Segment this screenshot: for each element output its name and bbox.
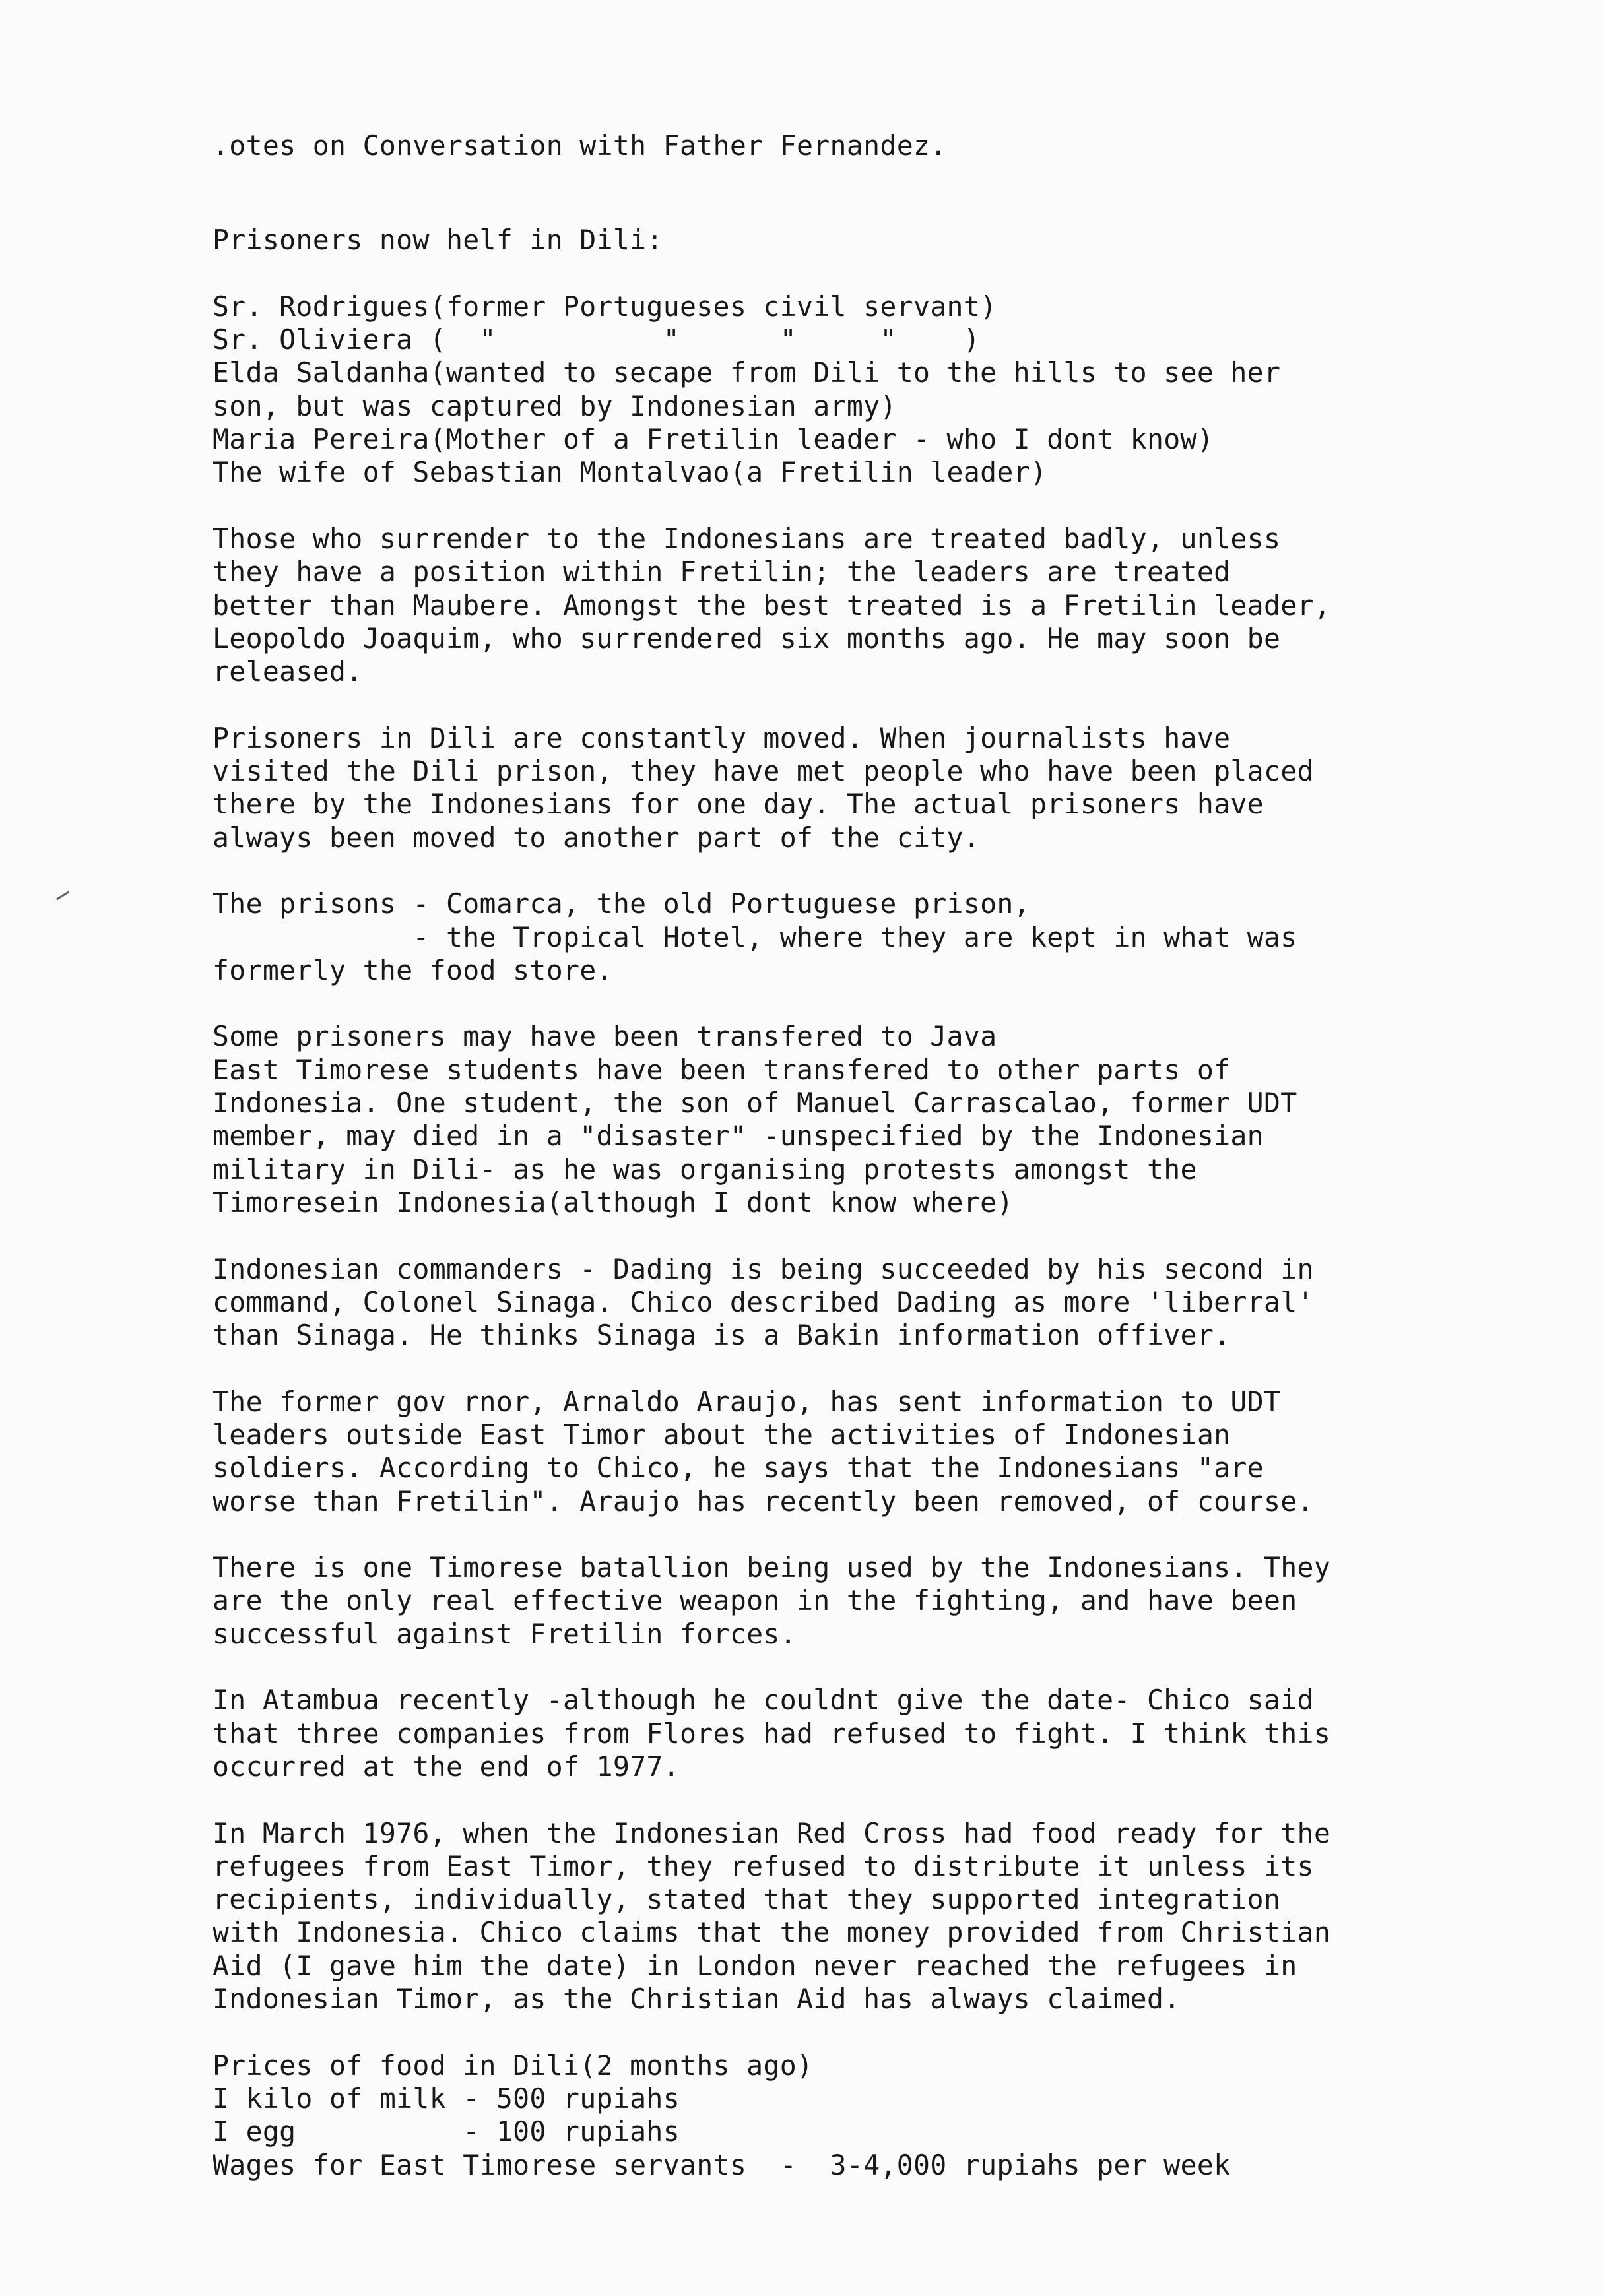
pen-mark (56, 891, 69, 900)
text-line: successful against Fretilin forces. (213, 1617, 797, 1650)
price-item: I egg - 100 rupiahs (213, 2115, 680, 2148)
list-item: The wife of Sebastian Montalvao(a Fretilin leader) (213, 456, 1047, 489)
text-line: are the only real effective weapon in the fighting, and have been (213, 1584, 1297, 1617)
paragraph-redcross (213, 1817, 1546, 2016)
text-line: The prisons - Comarca, the old Portuguese prison, (213, 887, 1030, 920)
text-line: military in Dili- as he was organising protests amongst the (213, 1153, 1197, 1186)
text-line: refugees from East Timor, they refused to distribute it unless its (213, 1849, 1314, 1882)
text-line: Those who surrender to the Indonesians are treated badly, unless (213, 522, 1281, 555)
text-line: - the Tropical Hotel, where they are kept in what was (213, 920, 1297, 953)
text-line: Aid (I gave him the date) in London never reached the refugees in (213, 1949, 1297, 1982)
text-line: occurred at the end of 1977. (213, 1750, 680, 1783)
text-line: East Timorese students have been transfered to other parts of (213, 1053, 1231, 1086)
text-line: there by the Indonesians for one day. The actual prisoners have (213, 788, 1264, 821)
text-line: that three companies from Flores had refused to fight. I think this (213, 1717, 1331, 1750)
text-line: than Sinaga. He thinks Sinaga is a Bakin information offiver. (213, 1319, 1231, 1352)
text-line: Timoresein Indonesia(although I dont know where) (213, 1186, 1014, 1219)
text-line: Indonesia. One student, the son of Manuel Carrascalao, former UDT (213, 1087, 1297, 1120)
list-item: son, but was captured by Indonesian army) (213, 389, 897, 422)
paragraph-commanders (213, 1253, 1546, 1353)
paragraph-java (213, 1020, 1546, 1219)
paragraph-araujo (213, 1386, 1546, 1518)
text-line: Prisoners in Dili are constantly moved. When journalists have (213, 721, 1231, 754)
price-item: Wages for East Timorese servants - 3-4,000 rupiahs per week (213, 2148, 1231, 2181)
prisoner-list (213, 290, 1546, 490)
paragraph-prisons (213, 887, 1546, 987)
price-item: I kilo of milk - 500 rupiahs (213, 2082, 680, 2115)
text-line: formerly the food store. (213, 953, 613, 986)
text-line: member, may died in a "disaster" -unspecified by the Indonesian (213, 1120, 1264, 1153)
prices-section (213, 2049, 1546, 2182)
text-line: they have a position within Fretilin; the leaders are treated (213, 556, 1231, 589)
text-line: The former gov rnor, Arnaldo Araujo, has sent information to UDT (213, 1385, 1281, 1418)
text-line: released. (213, 655, 363, 688)
prices-heading: Prices of food in Dili(2 months ago) (213, 2049, 814, 2082)
text-line: leaders outside East Timor about the activities of Indonesian (213, 1418, 1231, 1451)
prisoners-heading: Prisoners now helf in Dili: (213, 223, 663, 256)
text-line: recipients, individually, stated that they supported integration (213, 1883, 1281, 1916)
text-line: always been moved to another part of the city. (213, 821, 981, 854)
list-item: Elda Saldanha(wanted to secape from Dili to the hills to see her (213, 356, 1281, 389)
typed-text (213, 129, 1546, 2182)
text-line: command, Colonel Sinaga. Chico described Dading as more 'liberral' (213, 1285, 1314, 1318)
text-line: better than Maubere. Amongst the best treated is a Fretilin leader, (213, 589, 1331, 622)
text-line: worse than Fretilin". Araujo has recently been removed, of course. (213, 1484, 1314, 1517)
list-item: Maria Pereira(Mother of a Fretilin leader - who I dont know) (213, 423, 1214, 456)
text-line: Indonesian Timor, as the Christian Aid has always claimed. (213, 1983, 1181, 2016)
page-title: .otes on Conversation with Father Fernandez. (213, 129, 947, 162)
text-line: There is one Timorese batallion being used by the Indonesians. They (213, 1551, 1331, 1584)
paragraph-moved (213, 722, 1546, 854)
paragraph-surrender (213, 523, 1546, 688)
text-line: with Indonesia. Chico claims that the money provided from Christian (213, 1916, 1331, 1949)
text-line: visited the Dili prison, they have met people who have been placed (213, 755, 1314, 788)
list-item: Sr. Rodrigues(former Portugueses civil servant) (213, 290, 997, 323)
paragraph-atambua (213, 1684, 1546, 1783)
text-line: In March 1976, when the Indonesian Red Cross had food ready for the (213, 1816, 1331, 1849)
text-line: Indonesian commanders - Dading is being succeeded by his second in (213, 1252, 1314, 1285)
list-item: Sr. Oliviera ( " " " " ) (213, 323, 981, 356)
text-line: soldiers. According to Chico, he says that the Indonesians "are (213, 1451, 1264, 1484)
text-line: Some prisoners may have been transfered to Java (213, 1020, 997, 1053)
paragraph-batallion (213, 1551, 1546, 1651)
text-line: In Atambua recently -although he couldnt give the date- Chico said (213, 1684, 1314, 1717)
text-line: Leopoldo Joaquim, who surrendered six months ago. He may soon be (213, 622, 1281, 654)
